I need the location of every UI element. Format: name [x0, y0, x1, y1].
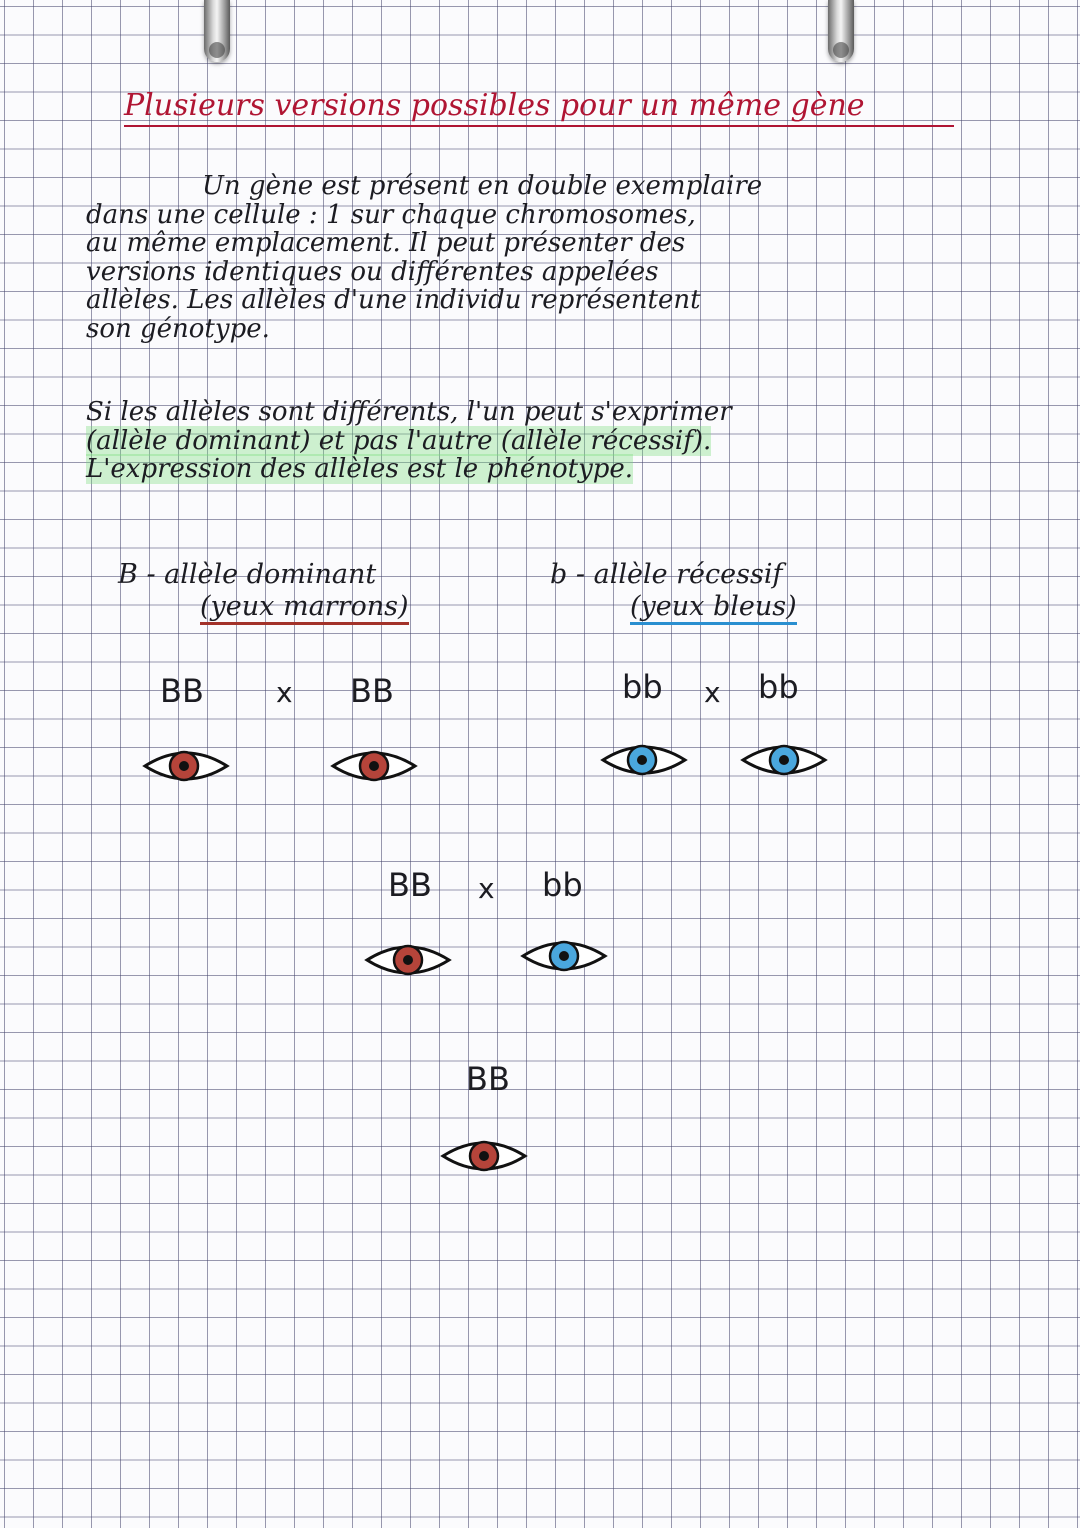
cross3-right-genotype: bb — [542, 866, 583, 904]
cross2-right-genotype: bb — [758, 668, 799, 706]
legend-recessive-trait-text: (yeux bleus) — [630, 591, 797, 625]
legend-dominant — [118, 560, 376, 590]
legend-recessive-trait — [630, 592, 797, 622]
legend-dominant-trait-text: (yeux marrons) — [200, 591, 409, 625]
legend-dominant-letter: B — [118, 559, 138, 590]
para1-line-3: au même emplacement. Il peut présenter des — [86, 228, 686, 258]
para2-line-2 — [86, 427, 986, 456]
cross3-left-genotype: BB — [388, 866, 432, 904]
binder-ring-right — [828, 0, 854, 62]
para1-line-2: dans une cellule : 1 sur chaque chromosomes, — [86, 199, 696, 230]
cross3-sign: x — [478, 872, 495, 905]
paragraph-genes — [86, 172, 986, 343]
legend-recessive-letter: b — [550, 559, 568, 590]
cross2-left-genotype: bb — [622, 668, 663, 706]
brown-eye-icon — [364, 940, 452, 980]
offspring-genotype: BB — [466, 1060, 510, 1098]
para2-line-3-text: L'expression des allèles est le phénotype. — [86, 454, 634, 484]
brown-eye-icon — [440, 1136, 528, 1176]
cross2-sign: x — [704, 676, 721, 709]
legend-recessive-label: allèle récessif — [593, 559, 783, 590]
para1-line-1: Un gène est présent en double exemplaire — [202, 171, 763, 201]
brown-eye-icon — [142, 746, 230, 786]
page-title: Plusieurs versions possibles pour un même gène — [124, 88, 954, 127]
cross1-sign: x — [276, 676, 293, 709]
blue-eye-icon — [600, 740, 688, 780]
legend-recessive — [550, 560, 782, 590]
legend-dominant-dash: - — [146, 559, 156, 590]
para2-line-2-text: (allèle dominant) et pas l'autre (allèle récessif). — [86, 425, 712, 456]
para2-line-3 — [86, 455, 986, 484]
binder-ring-left — [204, 0, 230, 62]
para2-line-1: Si les allèles sont différents, l'un peut s'exprimer — [86, 397, 732, 427]
legend-dominant-label: allèle dominant — [164, 559, 377, 590]
para1-line-5: allèles. Les allèles d'une individu représentent — [86, 285, 701, 315]
blue-eye-icon — [520, 936, 608, 976]
cross1-right-genotype: BB — [350, 672, 394, 710]
legend-recessive-dash: - — [575, 559, 586, 590]
para1-line-6: son génotype. — [86, 313, 270, 344]
cross1-left-genotype: BB — [160, 672, 204, 710]
blue-eye-icon — [740, 740, 828, 780]
brown-eye-icon — [330, 746, 418, 786]
para1-line-4: versions identiques ou différentes appelées — [86, 256, 659, 287]
legend-dominant-trait — [200, 592, 409, 622]
paragraph-expression — [86, 398, 986, 484]
